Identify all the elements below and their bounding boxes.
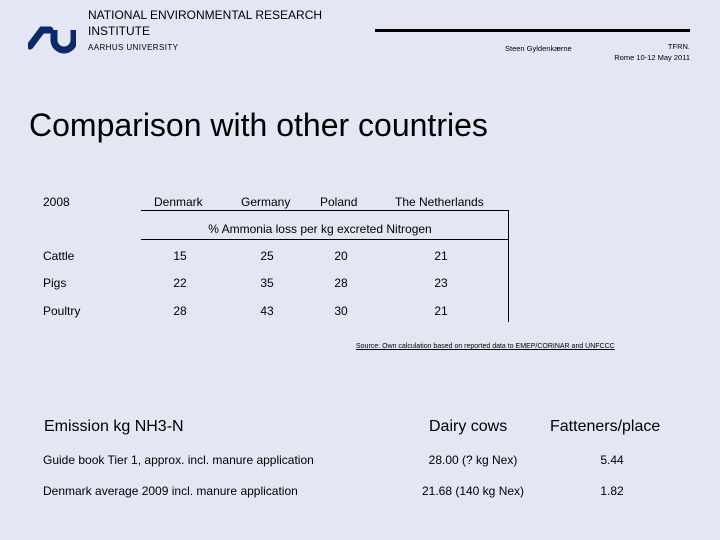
- conference-date: Rome 10-12 May 2011: [614, 53, 690, 62]
- slide-title: Comparison with other countries: [29, 107, 488, 143]
- table-cell: 1.82: [600, 484, 624, 498]
- table-cell: 28: [334, 276, 348, 290]
- table-subheader: % Ammonia loss per kg excreted Nitrogen: [208, 222, 432, 236]
- table-cell: 22: [173, 276, 187, 290]
- aarhus-university-logo-icon: [28, 24, 76, 54]
- column-header-dairy-cows: Dairy cows: [429, 418, 508, 435]
- source-note: Source: Own calculation based on reported data to EMEP/CORINAR and UNFCCC: [356, 343, 615, 350]
- row-label-cattle: Cattle: [43, 249, 75, 263]
- column-header-netherlands: The Netherlands: [395, 195, 484, 209]
- table-cell: 28: [173, 304, 187, 318]
- column-header-denmark: Denmark: [154, 195, 203, 209]
- table-cell: 30: [334, 304, 348, 318]
- table-cell: 35: [260, 276, 274, 290]
- row-label-poultry: Poultry: [43, 304, 81, 318]
- row-label-pigs: Pigs: [43, 276, 67, 290]
- table-cell: 15: [173, 249, 187, 263]
- table-cell: 21: [434, 249, 448, 263]
- conference-name: TFRN.: [667, 42, 690, 51]
- row-label-guide-book: Guide book Tier 1, approx. incl. manure application: [43, 453, 314, 467]
- header-divider: [375, 29, 690, 32]
- table-right-border: [508, 210, 509, 322]
- table-year: 2008: [43, 195, 70, 209]
- institute-name: NATIONAL ENVIRONMENTAL RESEARCH INSTITUTE: [88, 8, 323, 38]
- university-name: AARHUS UNIVERSITY: [88, 43, 179, 52]
- column-header-poland: Poland: [320, 195, 358, 209]
- column-header-germany: Germany: [241, 195, 291, 209]
- author-name: Steen Gyldenkærne: [505, 44, 572, 53]
- table-cell: 5.44: [600, 453, 624, 467]
- table-cell: 20: [334, 249, 348, 263]
- table-cell: 43: [260, 304, 274, 318]
- table-subheader-rule: [141, 239, 509, 240]
- table-cell: 25: [260, 249, 274, 263]
- emission-header-label: Emission kg NH3-N: [44, 418, 184, 435]
- table-cell: 21.68 (140 kg Nex): [421, 484, 525, 498]
- table-cell: 28.00 (? kg Nex): [428, 453, 518, 467]
- row-label-denmark-average: Denmark average 2009 incl. manure application: [43, 484, 298, 498]
- table-cell: 21: [434, 304, 448, 318]
- column-header-fatteners: Fatteners/place: [550, 418, 661, 435]
- table-header-rule: [141, 210, 509, 211]
- table-cell: 23: [434, 276, 448, 290]
